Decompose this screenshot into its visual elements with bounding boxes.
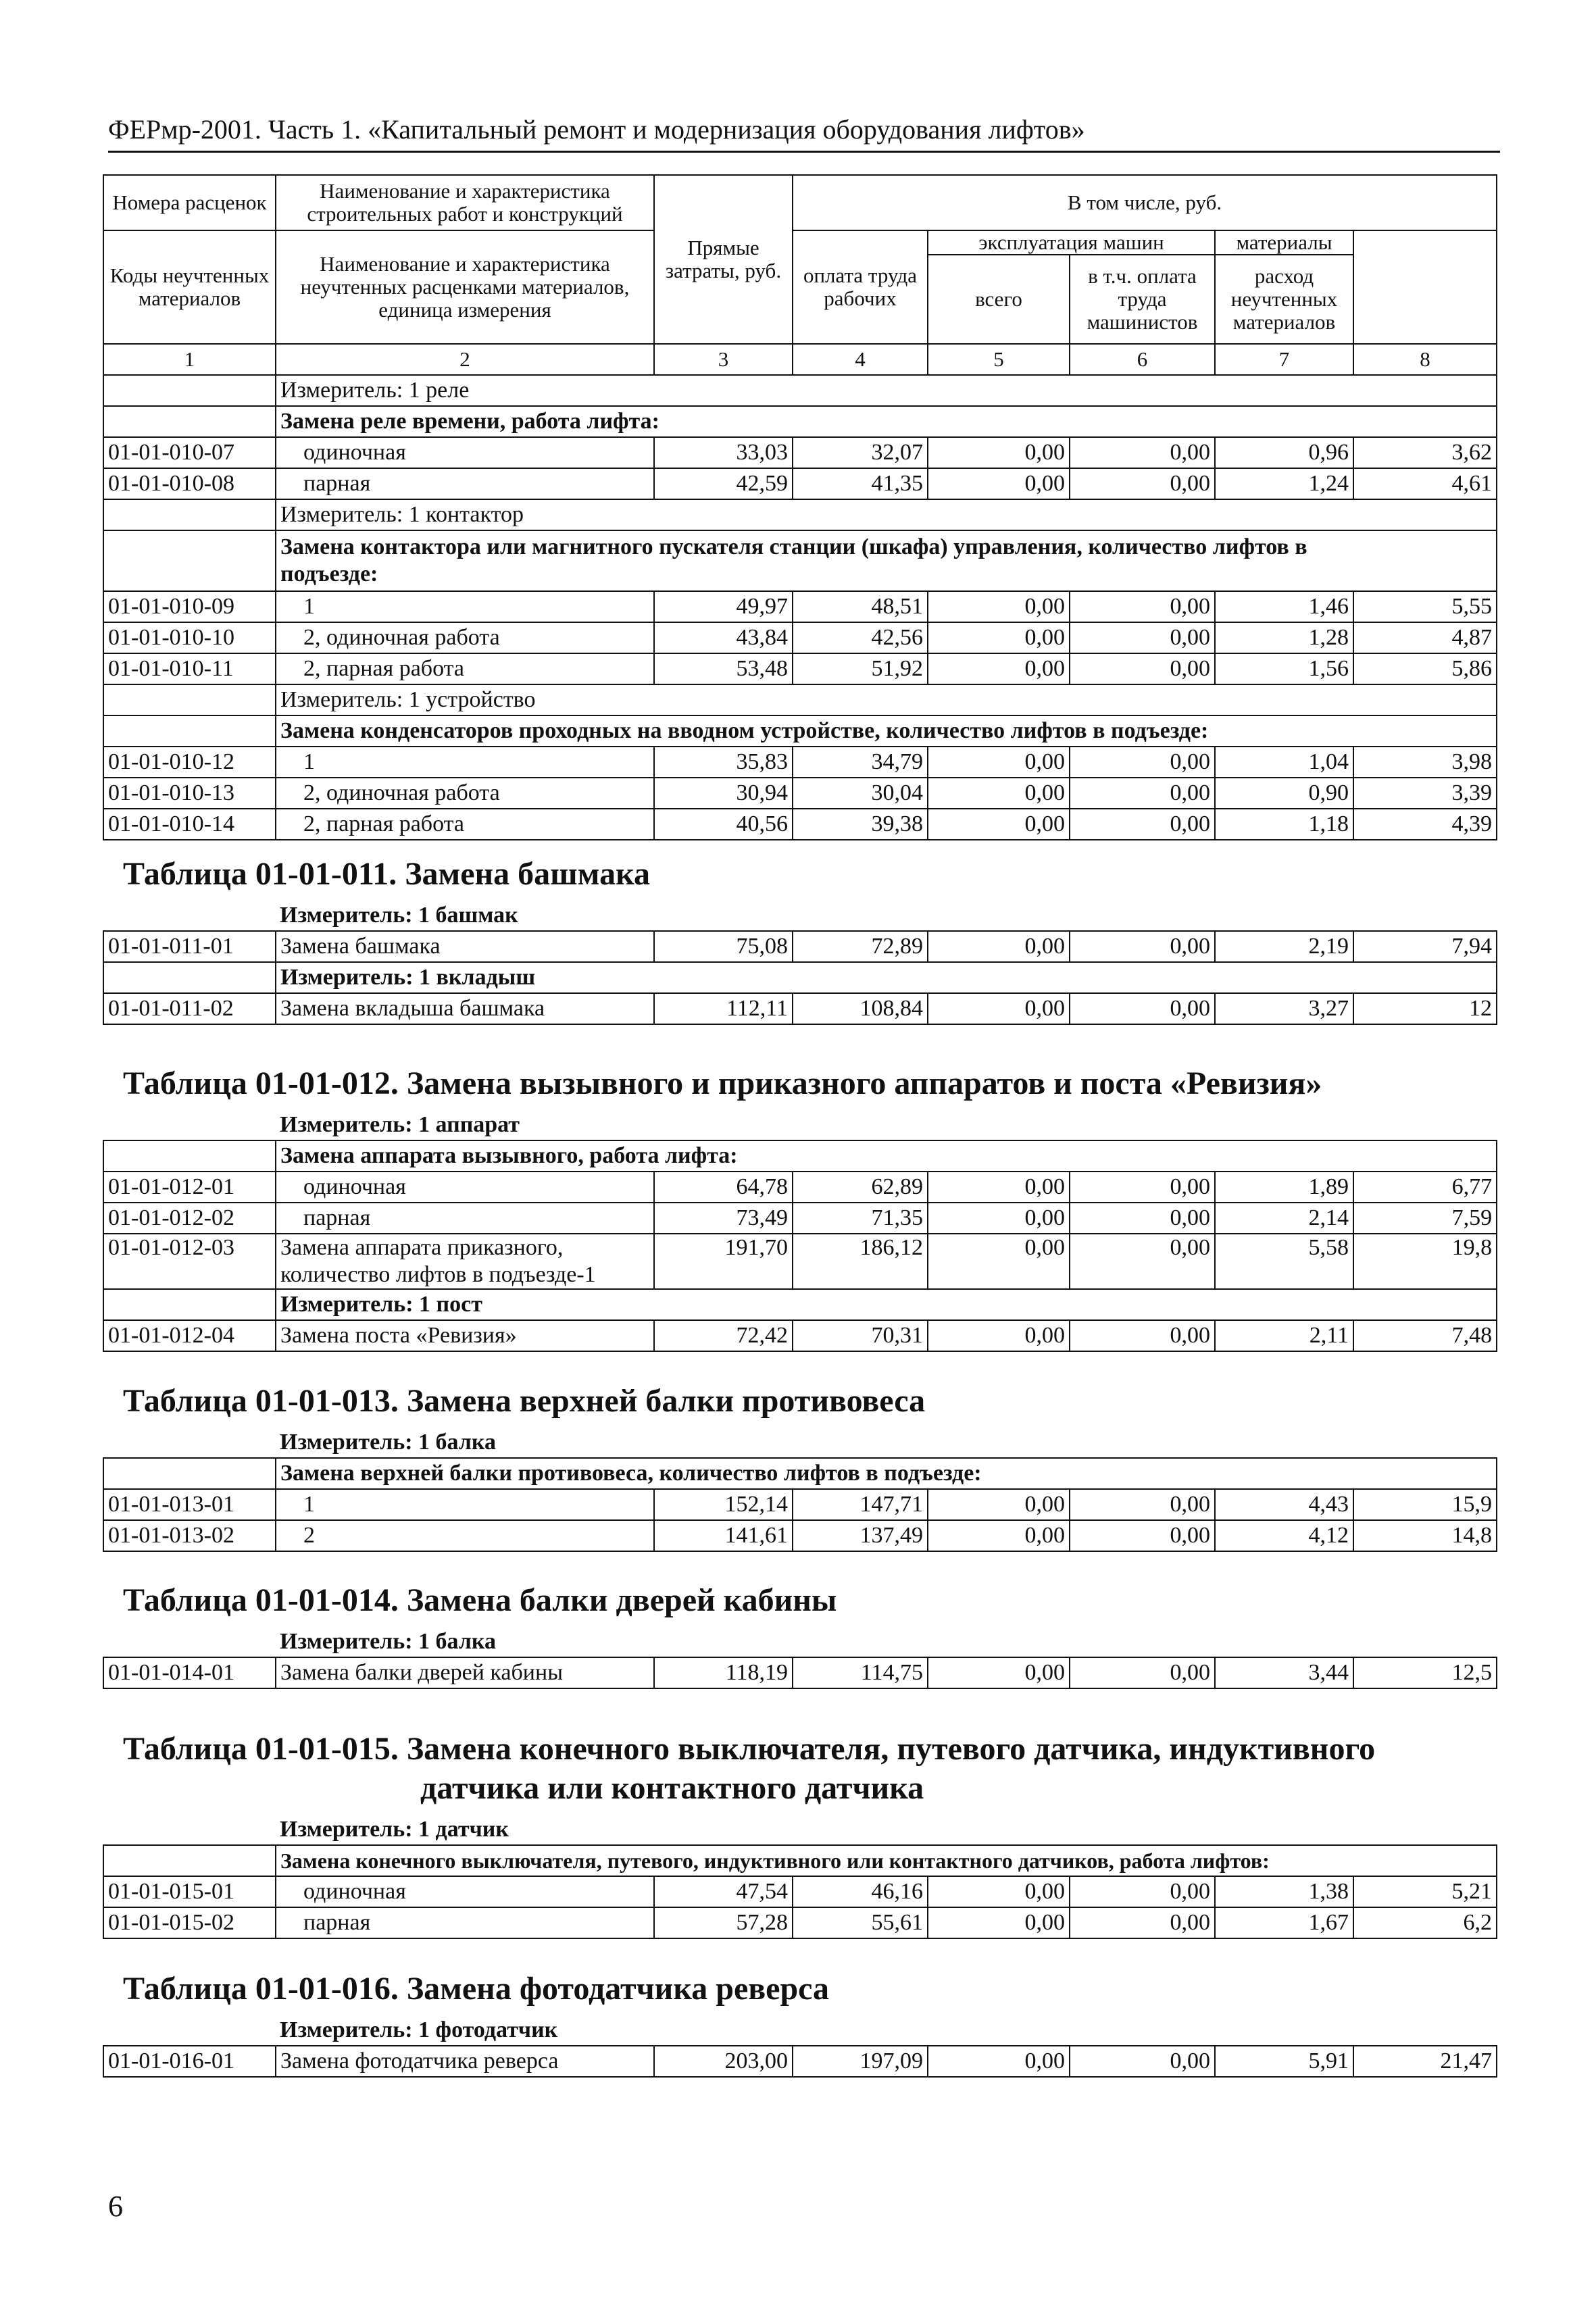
machines-total: 0,00 xyxy=(928,468,1070,499)
labor-hours: 3,39 xyxy=(1353,778,1497,809)
labor-hours: 19,8 xyxy=(1353,1234,1497,1289)
labor-hours: 5,21 xyxy=(1353,1876,1497,1907)
work-name: 1 xyxy=(276,1489,654,1520)
work-name: Замена вкладыша башмака xyxy=(276,993,654,1024)
col-number: 1 xyxy=(103,344,276,375)
section-label-line: подъезде: xyxy=(280,561,378,586)
measure-row xyxy=(103,499,1497,530)
machines-total: 0,00 xyxy=(928,1876,1070,1907)
labor-pay: 147,71 xyxy=(793,1489,928,1520)
materials: 1,67 xyxy=(1215,1907,1353,1938)
machines-total: 0,00 xyxy=(928,931,1070,962)
col-number: 3 xyxy=(654,344,793,375)
direct-cost: 42,59 xyxy=(654,468,793,499)
col-number: 6 xyxy=(1070,344,1215,375)
labor-hours: 12 xyxy=(1353,993,1497,1024)
column-numbers-row xyxy=(103,344,1497,375)
labor-hours: 6,2 xyxy=(1353,1907,1497,1938)
labor-pay: 41,35 xyxy=(793,468,928,499)
direct-cost: 152,14 xyxy=(654,1489,793,1520)
work-name-line: Замена аппарата приказного, xyxy=(280,1235,564,1260)
work-name: 2, парная работа xyxy=(276,809,654,840)
table-row xyxy=(103,1876,1497,1907)
table-title: Таблица 01-01-016. Замена фотодатчика реверса xyxy=(123,1971,830,2007)
direct-cost: 35,83 xyxy=(654,747,793,778)
section-label-line: Замена контактора или магнитного пускателя станции (шкафа) управления, количество лифтов в xyxy=(280,534,1307,559)
table-row xyxy=(103,747,1497,778)
measure-label: Измеритель: 1 фотодатчик xyxy=(280,2017,558,2042)
machinist-pay: 0,00 xyxy=(1070,809,1215,840)
machines-total: 0,00 xyxy=(928,2046,1070,2077)
col-number: 4 xyxy=(793,344,928,375)
col-header-rashod: расход неучтенных материалов xyxy=(1215,255,1353,344)
rate-code: 01-01-012-01 xyxy=(103,1172,276,1203)
col-header-materialy: материалы xyxy=(1215,230,1353,255)
machines-total: 0,00 xyxy=(928,993,1070,1024)
table-row xyxy=(103,1657,1497,1688)
machinist-pay: 0,00 xyxy=(1070,1520,1215,1551)
machines-total: 0,00 xyxy=(928,809,1070,840)
machinist-pay: 0,00 xyxy=(1070,931,1215,962)
col-header-naim2: Наименование и характеристика неучтенных расценками материалов, единица измерения xyxy=(276,230,654,344)
direct-cost: 191,70 xyxy=(654,1234,793,1289)
materials: 1,04 xyxy=(1215,747,1353,778)
header-row-2 xyxy=(103,230,1497,255)
machines-total: 0,00 xyxy=(928,747,1070,778)
materials: 0,90 xyxy=(1215,778,1353,809)
col-header-naim: Наименование и характеристика строительных работ и конструкций xyxy=(276,175,654,230)
machinist-pay: 0,00 xyxy=(1070,1172,1215,1203)
labor-hours: 3,62 xyxy=(1353,437,1497,468)
direct-cost: 49,97 xyxy=(654,591,793,622)
machinist-pay: 0,00 xyxy=(1070,622,1215,653)
section-row xyxy=(103,406,1497,437)
machines-total: 0,00 xyxy=(928,437,1070,468)
labor-pay: 55,61 xyxy=(793,1907,928,1938)
work-name: 2, парная работа xyxy=(276,653,654,684)
section-label: Замена аппарата вызывного, работа лифта: xyxy=(276,1140,1497,1172)
work-name: одиночная xyxy=(276,437,654,468)
direct-cost: 141,61 xyxy=(654,1520,793,1551)
labor-pay: 137,49 xyxy=(793,1520,928,1551)
work-name: Замена фотодатчика реверса xyxy=(276,2046,654,2077)
labor-hours: 5,86 xyxy=(1353,653,1497,684)
work-name: 2 xyxy=(276,1520,654,1551)
col-number: 5 xyxy=(928,344,1070,375)
machines-total: 0,00 xyxy=(928,1320,1070,1351)
machinist-pay: 0,00 xyxy=(1070,2046,1215,2077)
section-label: Замена верхней балки противовеса, количество лифтов в подъезде: xyxy=(276,1458,1497,1489)
table-row xyxy=(103,931,1497,962)
table-row xyxy=(103,591,1497,622)
labor-pay: 30,04 xyxy=(793,778,928,809)
table-01-01-015 xyxy=(103,1730,1496,1939)
col-header-eksp: эксплуатация машин xyxy=(928,230,1215,255)
table-title: Таблица 01-01-013. Замена верхней балки противовеса xyxy=(123,1383,926,1419)
section-label: Замена конденсаторов проходных на вводном устройстве, количество лифтов в подъезде: xyxy=(276,715,1497,747)
materials: 1,28 xyxy=(1215,622,1353,653)
measure-row xyxy=(103,1627,1497,1657)
measure-row xyxy=(103,2015,1497,2046)
table-01-01-012 xyxy=(103,1064,1496,1352)
machinist-pay: 0,00 xyxy=(1070,1876,1215,1907)
direct-cost: 203,00 xyxy=(654,2046,793,2077)
materials: 3,44 xyxy=(1215,1657,1353,1688)
labor-pay: 186,12 xyxy=(793,1234,928,1289)
table-row xyxy=(103,809,1497,840)
table-01-01-013 xyxy=(103,1382,1496,1552)
col-header-vsego: всего xyxy=(928,255,1070,344)
direct-cost: 72,42 xyxy=(654,1320,793,1351)
measure-row xyxy=(103,1110,1497,1140)
labor-pay: 62,89 xyxy=(793,1172,928,1203)
labor-hours: 14,8 xyxy=(1353,1520,1497,1551)
materials: 5,91 xyxy=(1215,2046,1353,2077)
materials: 1,38 xyxy=(1215,1876,1353,1907)
measure-label: Измеритель: 1 контактор xyxy=(276,499,1497,530)
materials: 0,96 xyxy=(1215,437,1353,468)
table-01-01-011 xyxy=(103,855,1496,1025)
table-row xyxy=(103,993,1497,1024)
table-row xyxy=(103,1203,1497,1234)
machines-total: 0,00 xyxy=(928,1657,1070,1688)
materials: 1,89 xyxy=(1215,1172,1353,1203)
rate-code: 01-01-012-02 xyxy=(103,1203,276,1234)
materials: 4,43 xyxy=(1215,1489,1353,1520)
materials: 3,27 xyxy=(1215,993,1353,1024)
page-header: ФЕРмр-2001. Часть 1. «Капитальный ремонт и модернизация оборудования лифтов» xyxy=(108,114,1500,153)
machinist-pay: 0,00 xyxy=(1070,778,1215,809)
table-title-line: Таблица 01-01-015. Замена конечного выключателя, путевого датчика, индуктивного xyxy=(123,1731,1376,1767)
table-title-line: датчика или контактного датчика xyxy=(420,1770,924,1806)
table-01-01-016 xyxy=(103,1969,1496,2078)
machinist-pay: 0,00 xyxy=(1070,653,1215,684)
labor-pay: 108,84 xyxy=(793,993,928,1024)
materials: 1,24 xyxy=(1215,468,1353,499)
work-name: 2, одиночная работа xyxy=(276,778,654,809)
table-row xyxy=(103,1320,1497,1351)
direct-cost: 73,49 xyxy=(654,1203,793,1234)
machines-total: 0,00 xyxy=(928,1234,1070,1289)
col-header-nomera: Номера расценок xyxy=(103,175,276,230)
machinist-pay: 0,00 xyxy=(1070,1489,1215,1520)
table-title: Таблица 01-01-014. Замена балки дверей кабины xyxy=(123,1582,837,1618)
machinist-pay: 0,00 xyxy=(1070,591,1215,622)
labor-pay: 197,09 xyxy=(793,2046,928,2077)
work-name: Замена поста «Ревизия» xyxy=(276,1320,654,1351)
rate-code: 01-01-011-02 xyxy=(103,993,276,1024)
rate-code: 01-01-010-08 xyxy=(103,468,276,499)
table-row xyxy=(103,1907,1497,1938)
measure-label: Измеритель: 1 пост xyxy=(276,1289,1497,1320)
section-row xyxy=(103,1458,1497,1489)
materials: 5,58 xyxy=(1215,1234,1353,1289)
labor-pay: 51,92 xyxy=(793,653,928,684)
machinist-pay: 0,00 xyxy=(1070,1203,1215,1234)
rate-code: 01-01-014-01 xyxy=(103,1657,276,1688)
rate-code: 01-01-010-09 xyxy=(103,591,276,622)
machinist-pay: 0,00 xyxy=(1070,747,1215,778)
measure-label: Измеритель: 1 балка xyxy=(280,1629,496,1654)
rate-code: 01-01-015-02 xyxy=(103,1907,276,1938)
direct-cost: 57,28 xyxy=(654,1907,793,1938)
table-01-01-014 xyxy=(103,1581,1496,1689)
measure-label: Измеритель: 1 вкладыш xyxy=(276,962,1497,993)
machines-total: 0,00 xyxy=(928,1907,1070,1938)
measure-row xyxy=(103,1289,1497,1320)
work-name: парная xyxy=(276,468,654,499)
labor-hours: 4,39 xyxy=(1353,809,1497,840)
machinist-pay: 0,00 xyxy=(1070,1657,1215,1688)
measure-row xyxy=(103,684,1497,715)
machinist-pay: 0,00 xyxy=(1070,1234,1215,1289)
col-header-pryamye: Прямые затраты, руб. xyxy=(654,175,793,344)
labor-hours: 3,98 xyxy=(1353,747,1497,778)
rate-code: 01-01-010-12 xyxy=(103,747,276,778)
labor-hours: 4,61 xyxy=(1353,468,1497,499)
labor-hours: 15,9 xyxy=(1353,1489,1497,1520)
section-row xyxy=(103,530,1497,591)
rate-code: 01-01-012-04 xyxy=(103,1320,276,1351)
col-header-kody: Коды неучтенных материалов xyxy=(103,230,276,344)
measure-label: Измеритель: 1 балка xyxy=(280,1430,496,1455)
work-name: Замена балки дверей кабины xyxy=(276,1657,654,1688)
work-name: одиночная xyxy=(276,1172,654,1203)
col-number: 2 xyxy=(276,344,654,375)
work-name xyxy=(276,1234,654,1289)
measure-row xyxy=(103,962,1497,993)
labor-hours: 21,47 xyxy=(1353,2046,1497,2077)
work-name: 1 xyxy=(276,591,654,622)
col-header-vtch: в т.ч. оплата труда машинистов xyxy=(1070,255,1215,344)
col-number: 8 xyxy=(1353,344,1497,375)
rate-code: 01-01-010-10 xyxy=(103,622,276,653)
table-row xyxy=(103,1489,1497,1520)
direct-cost: 75,08 xyxy=(654,931,793,962)
work-name: 2, одиночная работа xyxy=(276,622,654,653)
measure-label: Измеритель: 1 башмак xyxy=(280,903,518,928)
rate-code: 01-01-015-01 xyxy=(103,1876,276,1907)
table-title: Таблица 01-01-011. Замена башмака xyxy=(123,856,650,892)
machinist-pay: 0,00 xyxy=(1070,993,1215,1024)
header-row-1 xyxy=(103,175,1497,230)
work-name: 1 xyxy=(276,747,654,778)
measure-row xyxy=(103,375,1497,406)
table-row xyxy=(103,778,1497,809)
direct-cost: 53,48 xyxy=(654,653,793,684)
machines-total: 0,00 xyxy=(928,778,1070,809)
machines-total: 0,00 xyxy=(928,1520,1070,1551)
measure-label: Измеритель: 1 аппарат xyxy=(280,1112,520,1137)
materials: 1,56 xyxy=(1215,653,1353,684)
measure-label: Измеритель: 1 устройство xyxy=(276,684,1497,715)
direct-cost: 33,03 xyxy=(654,437,793,468)
measure-row xyxy=(103,1428,1497,1458)
labor-hours: 5,55 xyxy=(1353,591,1497,622)
labor-pay: 32,07 xyxy=(793,437,928,468)
machines-total: 0,00 xyxy=(928,1172,1070,1203)
rate-code: 01-01-010-13 xyxy=(103,778,276,809)
measure-label: Измеритель: 1 датчик xyxy=(280,1817,509,1842)
rate-code: 01-01-011-01 xyxy=(103,931,276,962)
col-number: 7 xyxy=(1215,344,1353,375)
labor-pay: 46,16 xyxy=(793,1876,928,1907)
labor-pay: 71,35 xyxy=(793,1203,928,1234)
table-row xyxy=(103,622,1497,653)
labor-pay: 48,51 xyxy=(793,591,928,622)
rate-code: 01-01-010-07 xyxy=(103,437,276,468)
labor-pay: 34,79 xyxy=(793,747,928,778)
labor-hours: 4,87 xyxy=(1353,622,1497,653)
work-name-line: количество лифтов в подъезде-1 xyxy=(280,1262,596,1287)
col-header-vtomchisle: В том числе, руб. xyxy=(793,175,1497,230)
direct-cost: 43,84 xyxy=(654,622,793,653)
machines-total: 0,00 xyxy=(928,591,1070,622)
work-name: парная xyxy=(276,1907,654,1938)
direct-cost: 112,11 xyxy=(654,993,793,1024)
labor-hours: 7,94 xyxy=(1353,931,1497,962)
machinist-pay: 0,00 xyxy=(1070,1907,1215,1938)
labor-pay: 72,89 xyxy=(793,931,928,962)
work-name: Замена башмака xyxy=(276,931,654,962)
table-row xyxy=(103,1234,1497,1289)
work-name: парная xyxy=(276,1203,654,1234)
materials: 1,18 xyxy=(1215,809,1353,840)
section-row xyxy=(103,1140,1497,1172)
labor-hours: 12,5 xyxy=(1353,1657,1497,1688)
direct-cost: 47,54 xyxy=(654,1876,793,1907)
labor-hours: 6,77 xyxy=(1353,1172,1497,1203)
col-header-oplata: оплата труда рабочих xyxy=(793,230,928,344)
table-row xyxy=(103,2046,1497,2077)
rate-code: 01-01-016-01 xyxy=(103,2046,276,2077)
machinist-pay: 0,00 xyxy=(1070,437,1215,468)
measure-row xyxy=(103,1815,1497,1845)
section-row xyxy=(103,1845,1497,1876)
measure-row xyxy=(103,901,1497,931)
materials: 4,12 xyxy=(1215,1520,1353,1551)
work-name: одиночная xyxy=(276,1876,654,1907)
labor-hours: 7,48 xyxy=(1353,1320,1497,1351)
rate-code: 01-01-010-11 xyxy=(103,653,276,684)
labor-hours: 7,59 xyxy=(1353,1203,1497,1234)
section-row xyxy=(103,715,1497,747)
direct-cost: 30,94 xyxy=(654,778,793,809)
labor-pay: 70,31 xyxy=(793,1320,928,1351)
table-01-01-010 xyxy=(103,174,1496,840)
machinist-pay: 0,00 xyxy=(1070,1320,1215,1351)
machines-total: 0,00 xyxy=(928,1203,1070,1234)
page-number: 6 xyxy=(108,2190,123,2223)
labor-pay: 39,38 xyxy=(793,809,928,840)
direct-cost: 64,78 xyxy=(654,1172,793,1203)
rate-code: 01-01-013-02 xyxy=(103,1520,276,1551)
direct-cost: 118,19 xyxy=(654,1657,793,1688)
table-row xyxy=(103,468,1497,499)
table-row xyxy=(103,437,1497,468)
direct-cost: 40,56 xyxy=(654,809,793,840)
labor-pay: 114,75 xyxy=(793,1657,928,1688)
table-title xyxy=(123,1730,1496,1808)
machines-total: 0,00 xyxy=(928,622,1070,653)
table-row xyxy=(103,653,1497,684)
labor-pay: 42,56 xyxy=(793,622,928,653)
table-title: Таблица 01-01-012. Замена вызывного и приказного аппаратов и поста «Ревизия» xyxy=(123,1065,1322,1101)
materials: 1,46 xyxy=(1215,591,1353,622)
machines-total: 0,00 xyxy=(928,1489,1070,1520)
machinist-pay: 0,00 xyxy=(1070,468,1215,499)
table-row xyxy=(103,1172,1497,1203)
rate-code: 01-01-010-14 xyxy=(103,809,276,840)
rate-code: 01-01-013-01 xyxy=(103,1489,276,1520)
materials: 2,11 xyxy=(1215,1320,1353,1351)
table-row xyxy=(103,1520,1497,1551)
materials: 2,14 xyxy=(1215,1203,1353,1234)
section-label xyxy=(276,530,1497,591)
machines-total: 0,00 xyxy=(928,653,1070,684)
section-label: Замена конечного выключателя, путевого, индуктивного или контактного датчиков, работа лифтов: xyxy=(276,1845,1497,1876)
section-label: Замена реле времени, работа лифта: xyxy=(276,406,1497,437)
rate-code: 01-01-012-03 xyxy=(103,1234,276,1289)
materials: 2,19 xyxy=(1215,931,1353,962)
measure-label: Измеритель: 1 реле xyxy=(276,375,1497,406)
